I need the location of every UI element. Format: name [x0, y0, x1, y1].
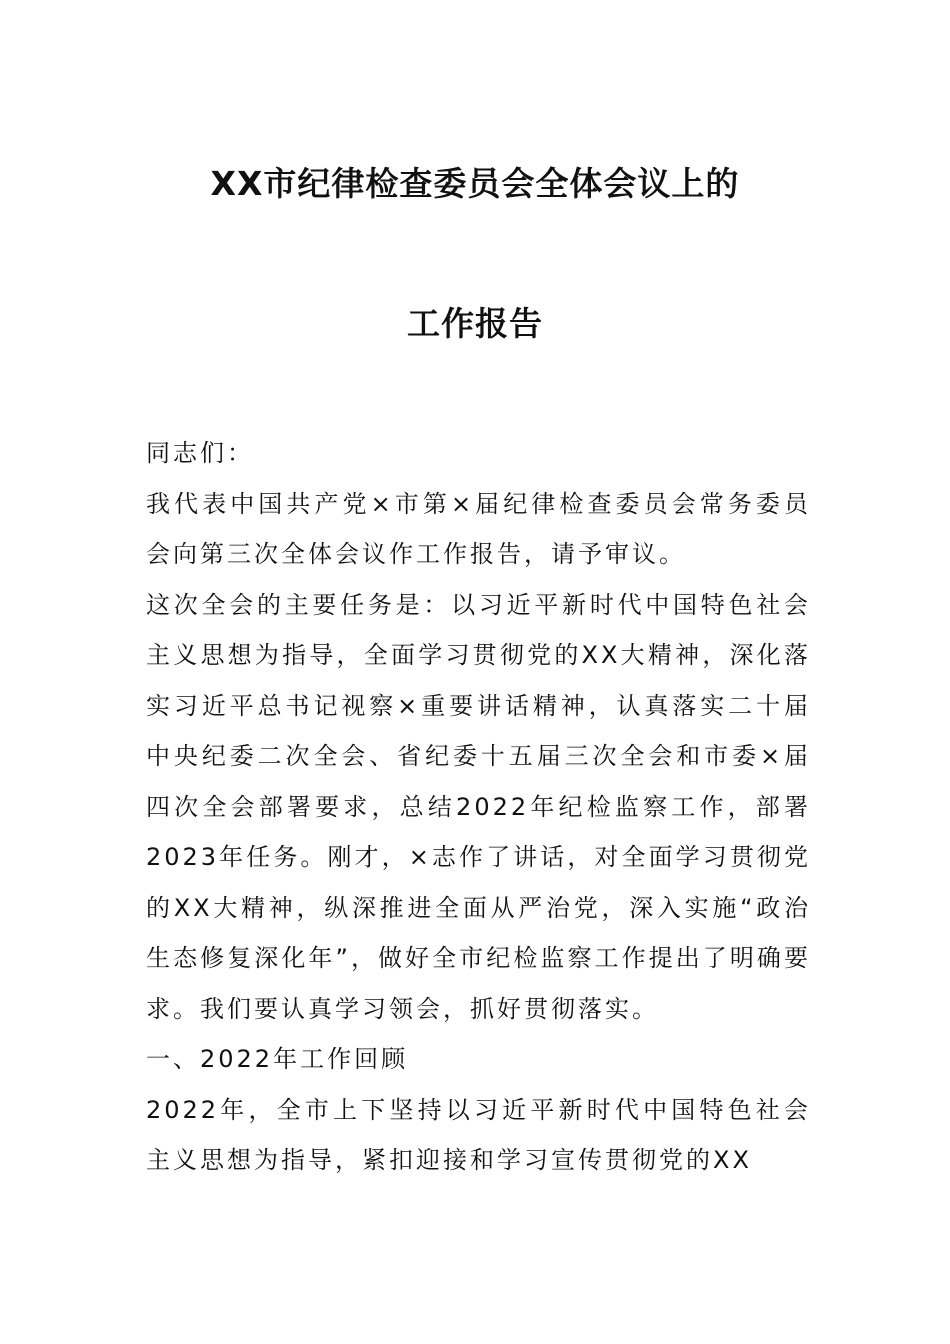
document-title-line-2: 工作报告	[407, 304, 543, 343]
body-paragraph: 2022年，全市上下坚持以习近平新时代中国特色社会主义思想为指导，紧扣迎接和学习宣传贯彻党的XX	[146, 1095, 811, 1174]
body-paragraph: 这次全会的主要任务是：以习近平新时代中国特色社会主义思想为指导，全面学习贯彻党的XX大精神，深化落实习近平总书记视察×重要讲话精神，认真落实二十届中央纪委二次全会、省纪委十五届三次全会和市委×届四次全会部署要求，总结2022年纪检监察工作，部署2023年任务。刚才，×志作了讲话，对全面学习贯彻党的XX大精神，纵深推进全面从严治党，深入实施“政治生态修复深化年”，做好全市纪检监察工作提出了明确要求。我们要认真学习领会，抓好贯彻落实。	[146, 590, 811, 1023]
section-heading: 一、2022年工作回顾	[146, 1045, 409, 1073]
body-paragraph: 我代表中国共产党×市第×届纪律检查委员会常务委员会向第三次全体会议作工作报告，请予审议。	[146, 489, 811, 568]
document-body	[146, 428, 811, 1186]
document-title-line-1: XX市纪律检查委员会全体会议上的	[210, 164, 740, 203]
salutation: 同志们：	[146, 439, 254, 467]
